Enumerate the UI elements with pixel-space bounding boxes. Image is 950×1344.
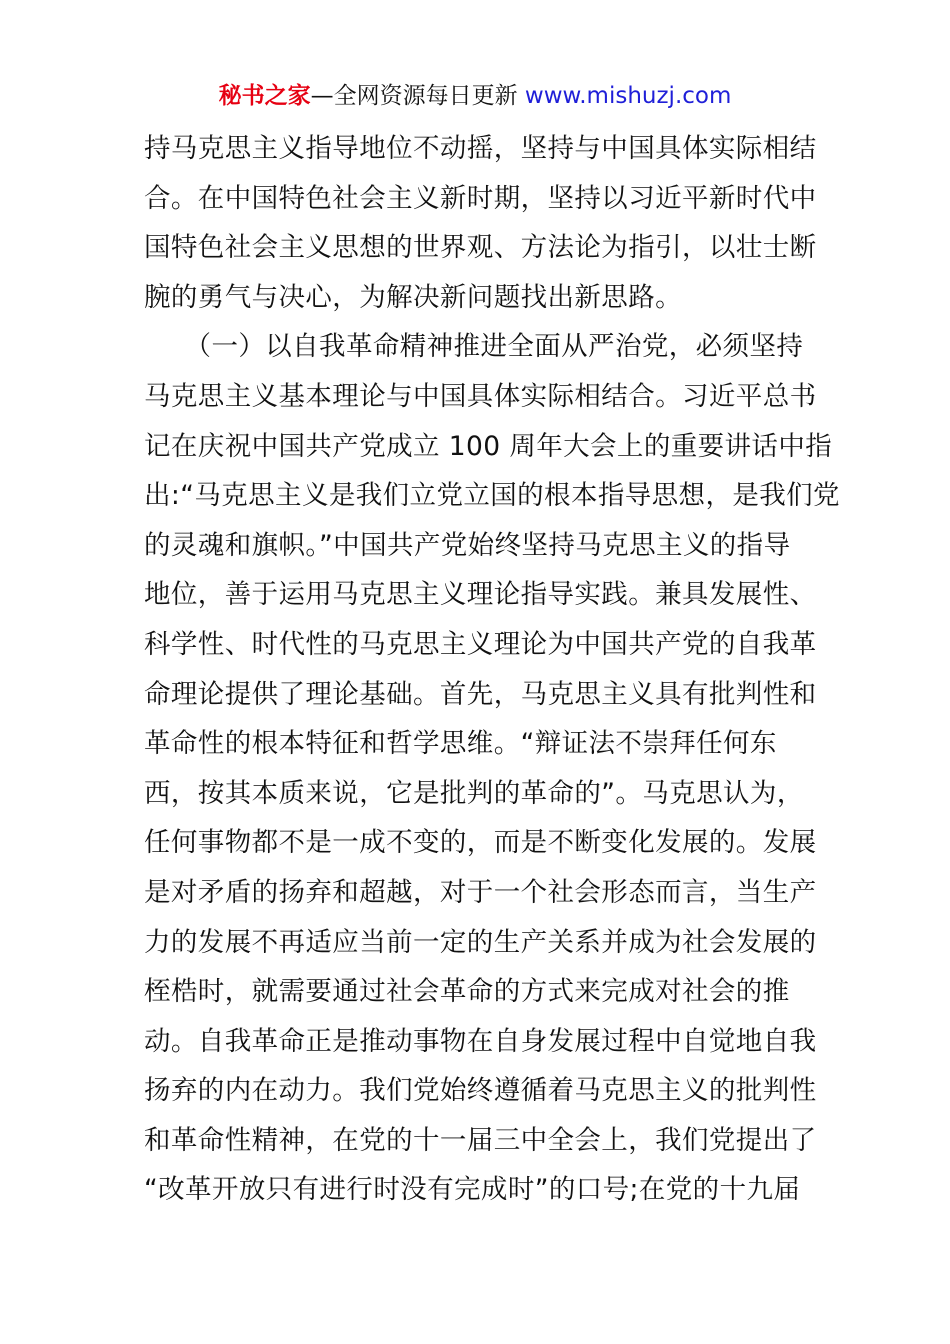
site-url-link[interactable]: www.mishuzj.com: [524, 83, 732, 109]
text-line: 出:“马克思主义是我们立党立国的根本指导思想，是我们党: [144, 480, 840, 512]
text-line: 记在庆祝中国共产党成立 100 周年大会上的重要讲话中指: [144, 430, 833, 462]
text-line: 持马克思主义指导地位不动摇，坚持与中国具体实际相结: [144, 133, 817, 164]
text-line: 马克思主义基本理论与中国具体实际相结合。习近平总书: [144, 380, 817, 412]
document-body: [144, 124, 840, 1215]
text-line: 革命性的根本特征和哲学思维。“辩证法不崇拜任何东: [144, 728, 777, 760]
text-line: 的灵魂和旗帜。”中国共产党始终坚持马克思主义的指导: [144, 529, 791, 561]
text-line: 扬弃的内在动力。我们党始终遵循着马克思主义的批判性: [144, 1075, 817, 1107]
brand-name: 秘书之家: [218, 83, 311, 109]
text-line: 动。自我革命正是推动事物在自身发展过程中自觉地自我: [144, 1025, 817, 1057]
text-line: 西，按其本质来说，它是批判的革命的”。马克思认为，: [144, 777, 804, 809]
text-line: 腕的勇气与决心，为解决新问题找出新思路。: [144, 281, 682, 313]
text-line: 科学性、时代性的马克思主义理论为中国共产党的自我革: [144, 628, 817, 660]
section-heading-line: （一）以自我革命精神推进全面从严治党，必须坚持: [144, 331, 804, 363]
header-tagline: —全网资源每日更新: [310, 83, 525, 109]
site-header: [0, 80, 950, 112]
text-line: 任何事物都不是一成不变的，而是不断变化发展的。发展: [144, 827, 817, 859]
text-line: 是对矛盾的扬弃和超越，对于一个社会形态而言，当生产: [144, 876, 817, 908]
text-line: 地位，善于运用马克思主义理论指导实践。兼具发展性、: [144, 579, 817, 611]
text-line: 命理论提供了理论基础。首先，马克思主义具有批判性和: [144, 678, 817, 710]
text-line: 力的发展不再适应当前一定的生产关系并成为社会发展的: [144, 926, 817, 958]
text-line: 合。在中国特色社会主义新时期，坚持以习近平新时代中: [144, 182, 817, 214]
text-line: 和革命性精神，在党的十一届三中全会上，我们党提出了: [144, 1124, 817, 1156]
text-line: 国特色社会主义思想的世界观、方法论为指引，以壮士断: [144, 232, 817, 264]
text-line: 桎梏时，就需要通过社会革命的方式来完成对社会的推: [144, 976, 790, 1008]
text-line: “改革开放只有进行时没有完成时”的口号;在党的十九届: [144, 1174, 801, 1206]
